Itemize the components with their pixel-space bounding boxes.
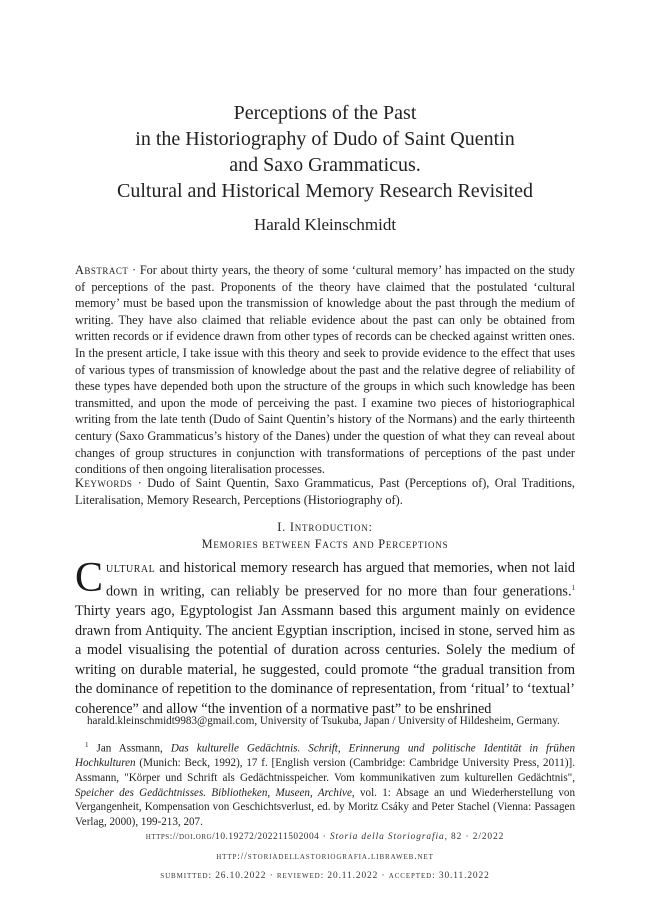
footnote-1-text-e: , vol. 1: Absage an und Wiederherstellung von Vergangenheit, Kompensation von Geschichtsverlust, ed. by Moritz Csáky and Peter Stachel (Vienna: Passagen Verlag, 2000), 199-213, 207. xyxy=(75,786,575,828)
doi-link[interactable]: https://doi.org/10.19272/202211502004 xyxy=(145,832,320,842)
body-text-part-2: Thirty years ago, Egyptologist Jan Assmann based this argument mainly on evidence drawn from Antiquity. The ancient Egyptian inscription, incised in stone, served him as a model visualising the potential of duration across centuries. Solely the medium of writing on durable material, he suggested, could promote “the gradual transition from the dominance of repetition to the dominance of representation, from ‘ritual’ to ‘textual’ coherence” and allow “the invention of a normative past” to be enshrined xyxy=(75,602,575,717)
drop-cap: C xyxy=(75,555,104,601)
keywords xyxy=(75,475,575,508)
footer-separator: · xyxy=(319,832,330,842)
footer-doi-line xyxy=(40,832,610,842)
body-lead-word: ultural xyxy=(106,560,156,576)
footnote-1-book-title: Das kulturelle Gedächtnis. Schrift, Erinnerung und politische Identität in frühen Hochkulturen xyxy=(75,742,576,770)
section-heading-line-1: I. Introduction: xyxy=(277,520,373,534)
keywords-separator: · xyxy=(132,476,148,490)
body-text-part-1: and historical memory research has argued that memories, when not laid down in writing, can reliably be preserved for no more than four generations. xyxy=(106,560,575,600)
journal-website-link[interactable]: http://storiadellastoriografia.libraweb.net xyxy=(216,852,434,862)
author-name: Harald Kleinschmidt xyxy=(253,215,397,234)
body-text xyxy=(75,555,575,719)
abstract-text: For about thirty years, the theory of some ‘cultural memory’ has impacted on the study of perceptions of the past. Proponents of the theory have claimed that the postulated ‘cultural memory’ must be based upon the transmission of knowledge about the past through the medium of writing. They have also claimed that reliable evidence about the past can only be obtained from written records or if evidence drawn from other types of records can be checked against written ones. In the present article, I take issue with this theory and seek to provide evidence to the effect that uses of various types of transmission of knowledge about the past and the relative degree of reliability of these types have depended both upon the structure of the groups in which such knowledge has been transmitted, and upon the mode of perceiving the past. I examine two pieces of historiographical writing from the late tenth (Dudo of Saint Quentin’s history of the Normans) and the early thirteenth century (Saxo Grammaticus’s history of the Danes) under the question of what they can reveal about changes of group structures in conjunction with transformations of perceptions of the past under conditions of then ongoing literalisation processes. xyxy=(75,263,575,477)
footnote-ref-1[interactable]: 1 xyxy=(571,583,575,592)
section-heading-line-2: Memories between Facts and Perceptions xyxy=(201,537,449,551)
title-line-4: Cultural and Historical Memory Research Revisited xyxy=(116,180,533,202)
title-line-3: and Saxo Grammaticus. xyxy=(229,154,421,176)
footnote-1-series-title: Speicher des Gedächtnisses. Bibliotheken, Museen, Archive xyxy=(75,786,352,799)
keywords-text: Dudo of Saint Quentin, Saxo Grammaticus, Past (Perceptions of), Oral Traditions, Literalisation, Memory Research, Perceptions (Historiography of). xyxy=(75,476,575,507)
title-line-2: in the Historiography of Dudo of Saint Quentin xyxy=(135,128,515,150)
footnote-1 xyxy=(75,738,575,830)
keywords-label: Keywords xyxy=(75,476,133,490)
section-heading xyxy=(75,519,575,553)
submission-dates: submitted: 26.10.2022 · reviewed: 20.11.2022 · accepted: 30.11.2022 xyxy=(160,871,490,881)
footnote-1-text-c: (Munich: Beck, 1992), 17 f. [English version (Cambridge: Cambridge University Press, 2011)]. Assmann, "Körper und Schrift als Gedächtnisspeicher. Vom kommunikativen zum kulturellen Gedächtnis", xyxy=(75,757,575,784)
author-affiliation: harald.kleinschmidt9983@gmail.com, University of Tsukuba, Japan / University of Hildesheim, Germany. xyxy=(87,715,560,727)
journal-issue: , 82 · 2/2022 xyxy=(444,832,505,842)
abstract-separator: · xyxy=(128,263,140,277)
footnote-1-text-a: Jan Assmann, xyxy=(88,742,171,755)
footnote-1-number: 1 xyxy=(85,740,89,749)
footnotes xyxy=(75,714,575,830)
abstract xyxy=(75,262,575,478)
title-line-1: Perceptions of the Past xyxy=(233,102,417,124)
article-title xyxy=(40,100,610,204)
abstract-label: Abstract xyxy=(75,263,129,277)
journal-name: Storia della Storiografia xyxy=(329,832,445,842)
